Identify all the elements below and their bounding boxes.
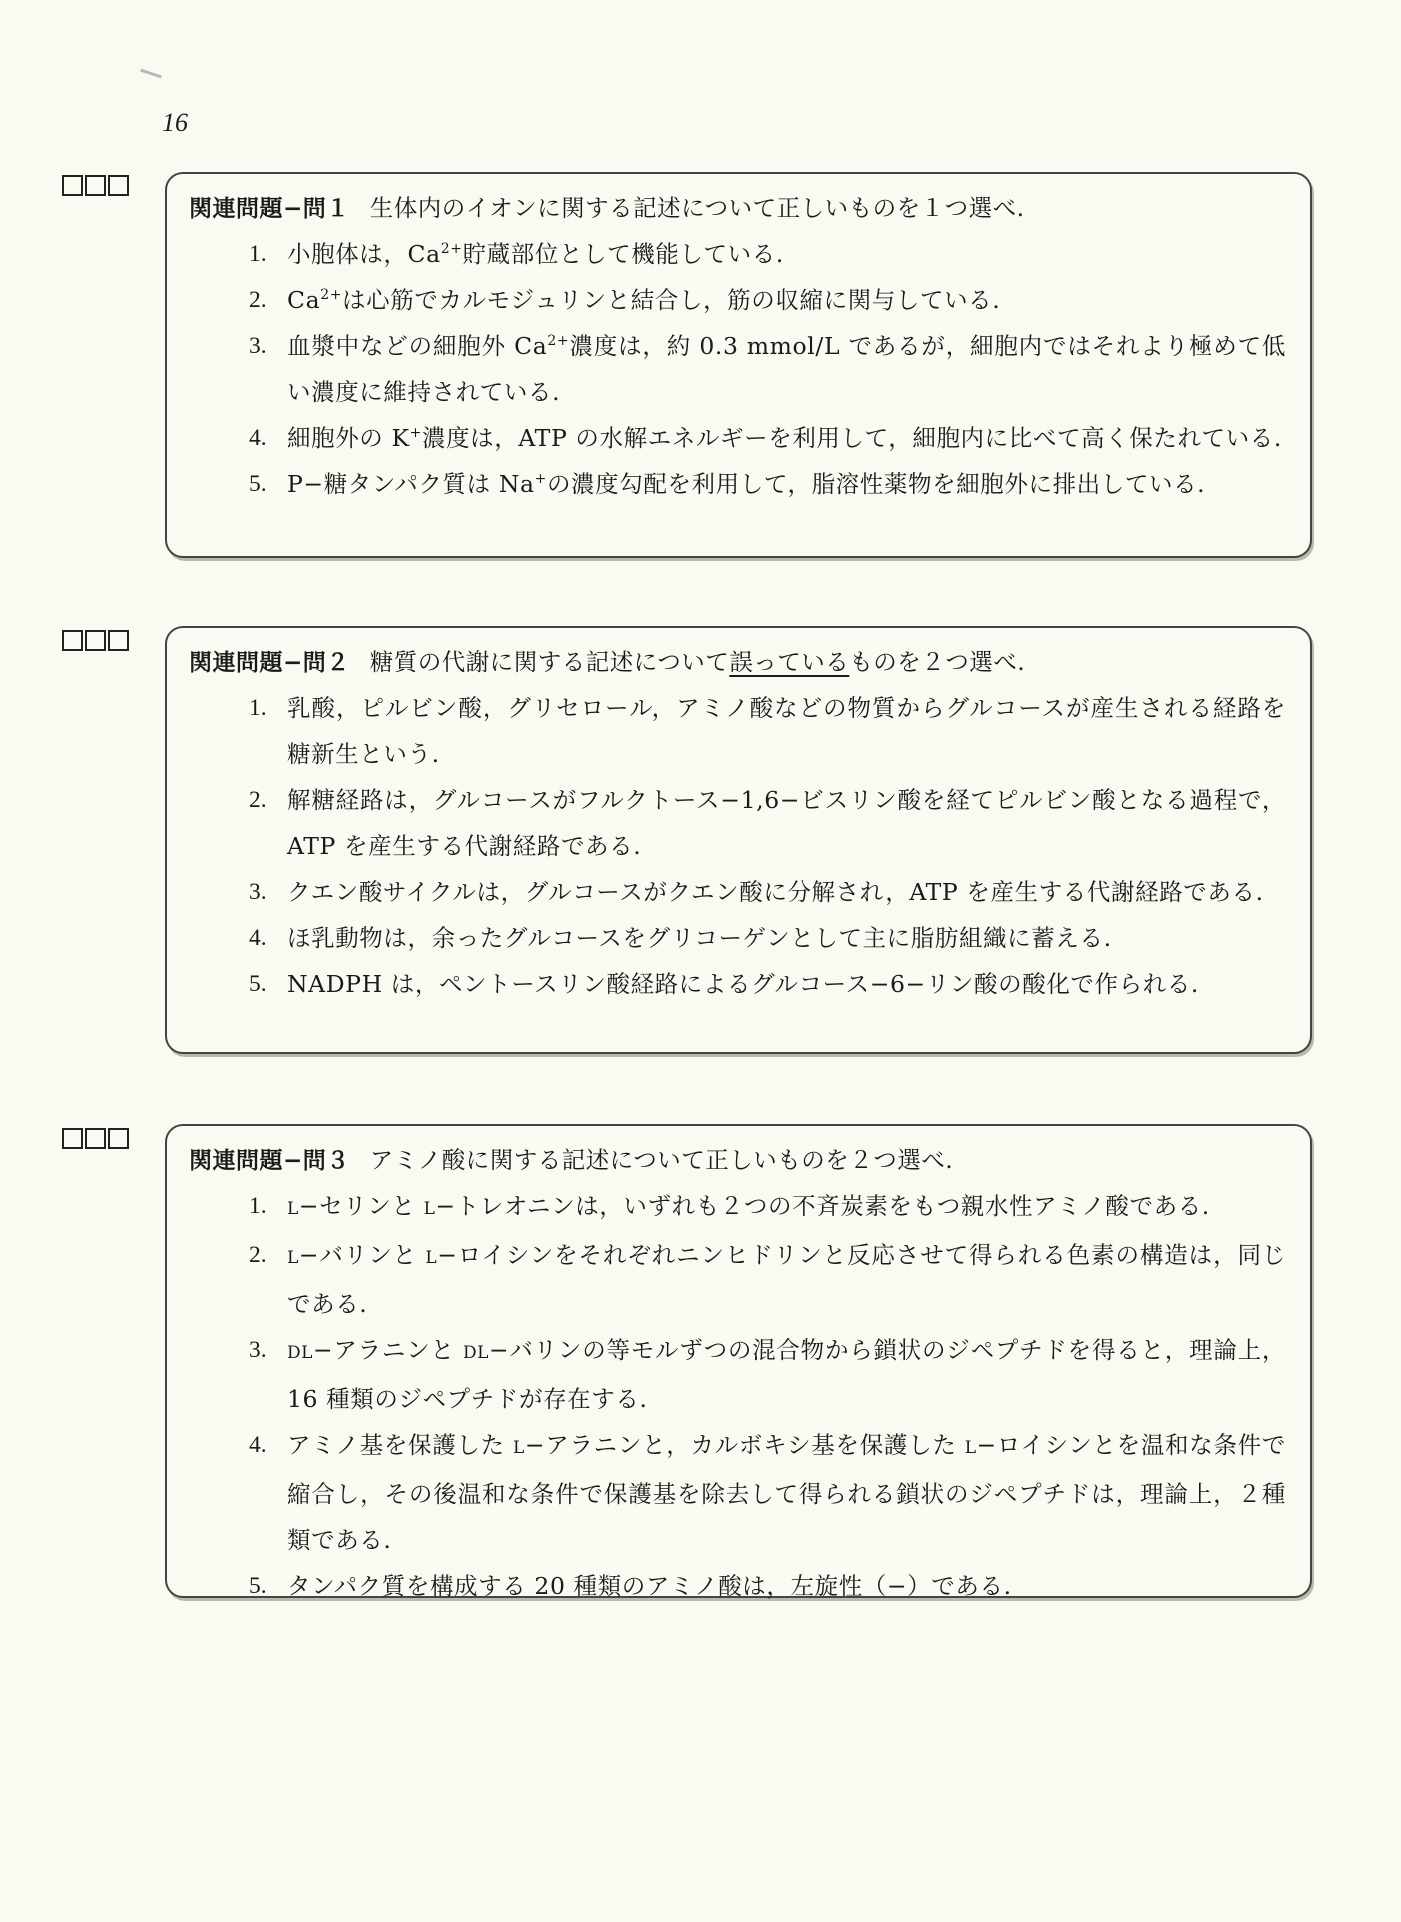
choice-number: 5. <box>249 1573 267 1599</box>
choice-item[interactable] <box>189 1563 1286 1609</box>
check-boxes-q2 <box>62 630 129 651</box>
question-prompt-before: 糖質の代謝に関する記述について <box>369 648 730 676</box>
choice-text: アミノ基を保護した L−アラニンと，カルボキシ基を保護した L−ロイシンとを温和な条件で縮合し，その後温和な条件で保護基を除去して得られる鎖状のジペプチドは，理論上，２種類である. <box>287 1431 1286 1554</box>
checkbox[interactable] <box>62 175 83 196</box>
choice-text: P−糖タンパク質は Na+の濃度勾配を利用して，脂溶性薬物を細胞外に排出している. <box>287 470 1206 498</box>
choice-list <box>189 1183 1286 1609</box>
choice-item[interactable] <box>189 777 1286 869</box>
choice-list <box>189 685 1286 1007</box>
choice-item[interactable] <box>189 961 1286 1007</box>
question-label: 関連問題−問２ <box>189 650 350 676</box>
checkbox[interactable] <box>85 1128 106 1149</box>
choice-number: 3. <box>249 333 267 359</box>
choice-number: 3. <box>249 1337 267 1363</box>
checkbox[interactable] <box>108 630 129 651</box>
choice-number: 1. <box>249 241 267 267</box>
scan-mark <box>140 69 162 79</box>
question-prompt-after: ものを２つ選べ. <box>849 648 1026 676</box>
choice-number: 4. <box>249 425 267 451</box>
checkbox[interactable] <box>108 175 129 196</box>
question-header <box>189 188 1286 229</box>
checkbox[interactable] <box>108 1128 129 1149</box>
question-header <box>189 1140 1286 1181</box>
choice-text: L−セリンと L−トレオニンは，いずれも２つの不斉炭素をもつ親水性アミノ酸である. <box>287 1192 1210 1220</box>
question-header <box>189 642 1286 683</box>
question-label: 関連問題−問３ <box>189 1148 350 1174</box>
choice-item[interactable] <box>189 1232 1286 1327</box>
choice-number: 2. <box>249 787 267 813</box>
choice-number: 4. <box>249 1432 267 1458</box>
choice-item[interactable] <box>189 277 1286 323</box>
choice-item[interactable] <box>189 415 1286 461</box>
choice-text: タンパク質を構成する 20 種類のアミノ酸は，左旋性（−）である. <box>287 1572 1012 1600</box>
choice-number: 4. <box>249 925 267 951</box>
choice-item[interactable] <box>189 915 1286 961</box>
question-box-1 <box>165 172 1312 558</box>
choice-number: 2. <box>249 1242 267 1268</box>
choice-item[interactable] <box>189 323 1286 415</box>
choice-item[interactable] <box>189 685 1286 777</box>
choice-text: $Ca^{2+}$は心筋でカルモジュリンと結合し，筋の収縮に関与している. <box>287 286 1001 314</box>
question-prompt: 生体内のイオンに関する記述について正しいものを１つ選べ. <box>369 194 1025 222</box>
choice-number: 2. <box>249 287 267 313</box>
choice-text: 血漿中などの細胞外 $Ca^{2+}$濃度は，約 0.3 mmol/L であるが，細胞内ではそれより極めて低い濃度に維持されている. <box>287 332 1286 406</box>
checkbox[interactable] <box>85 630 106 651</box>
choice-number: 5. <box>249 471 267 497</box>
choice-text: 乳酸，ピルビン酸，グリセロール，アミノ酸などの物質からグルコースが産生される経路を糖新生という. <box>287 694 1286 768</box>
choice-item[interactable] <box>189 1422 1286 1563</box>
question-box-2 <box>165 626 1312 1054</box>
question-box-3 <box>165 1124 1312 1598</box>
choice-number: 3. <box>249 879 267 905</box>
question-prompt: アミノ酸に関する記述について正しいものを２つ選べ. <box>369 1146 954 1174</box>
choice-number: 5. <box>249 971 267 997</box>
choice-number: 1. <box>249 1193 267 1219</box>
choice-item[interactable] <box>189 869 1286 915</box>
choice-item[interactable] <box>189 461 1286 507</box>
choice-list <box>189 231 1286 507</box>
page-number: 16 <box>162 108 188 137</box>
checkbox[interactable] <box>85 175 106 196</box>
question-prompt-emphasis: 誤っている <box>729 648 850 676</box>
check-boxes-q3 <box>62 1128 129 1149</box>
choice-text: 細胞外の K+濃度は，ATP の水解エネルギーを利用して，細胞内に比べて高く保たれている. <box>287 424 1282 452</box>
choice-text: 小胞体は，$Ca^{2+}$貯蔵部位として機能している. <box>287 240 784 268</box>
choice-text: 解糖経路は，グルコースがフルクトース−1,6−ビスリン酸を経てピルビン酸となる過程で，ATP を産生する代謝経路である. <box>287 786 1286 860</box>
checkbox[interactable] <box>62 630 83 651</box>
choice-item[interactable] <box>189 1183 1286 1232</box>
choice-text: NADPH は，ペントースリン酸経路によるグルコース−6−リン酸の酸化で作られる. <box>287 970 1199 998</box>
question-label: 関連問題−問１ <box>189 196 350 222</box>
check-boxes-q1 <box>62 175 129 196</box>
checkbox[interactable] <box>62 1128 83 1149</box>
choice-text: ほ乳動物は，余ったグルコースをグリコーゲンとして主に脂肪組織に蓄える. <box>287 924 1112 952</box>
choice-item[interactable] <box>189 1327 1286 1422</box>
choice-text: L−バリンと L−ロイシンをそれぞれニンヒドリンと反応させて得られる色素の構造は，同じである. <box>287 1241 1286 1318</box>
choice-number: 1. <box>249 695 267 721</box>
choice-text: クエン酸サイクルは，グルコースがクエン酸に分解され，ATP を産生する代謝経路である. <box>287 878 1264 906</box>
choice-item[interactable] <box>189 231 1286 277</box>
choice-text: DL−アラニンと DL−バリンの等モルずつの混合物から鎖状のジペプチドを得ると，理論上，16 種類のジペプチドが存在する. <box>287 1336 1286 1413</box>
